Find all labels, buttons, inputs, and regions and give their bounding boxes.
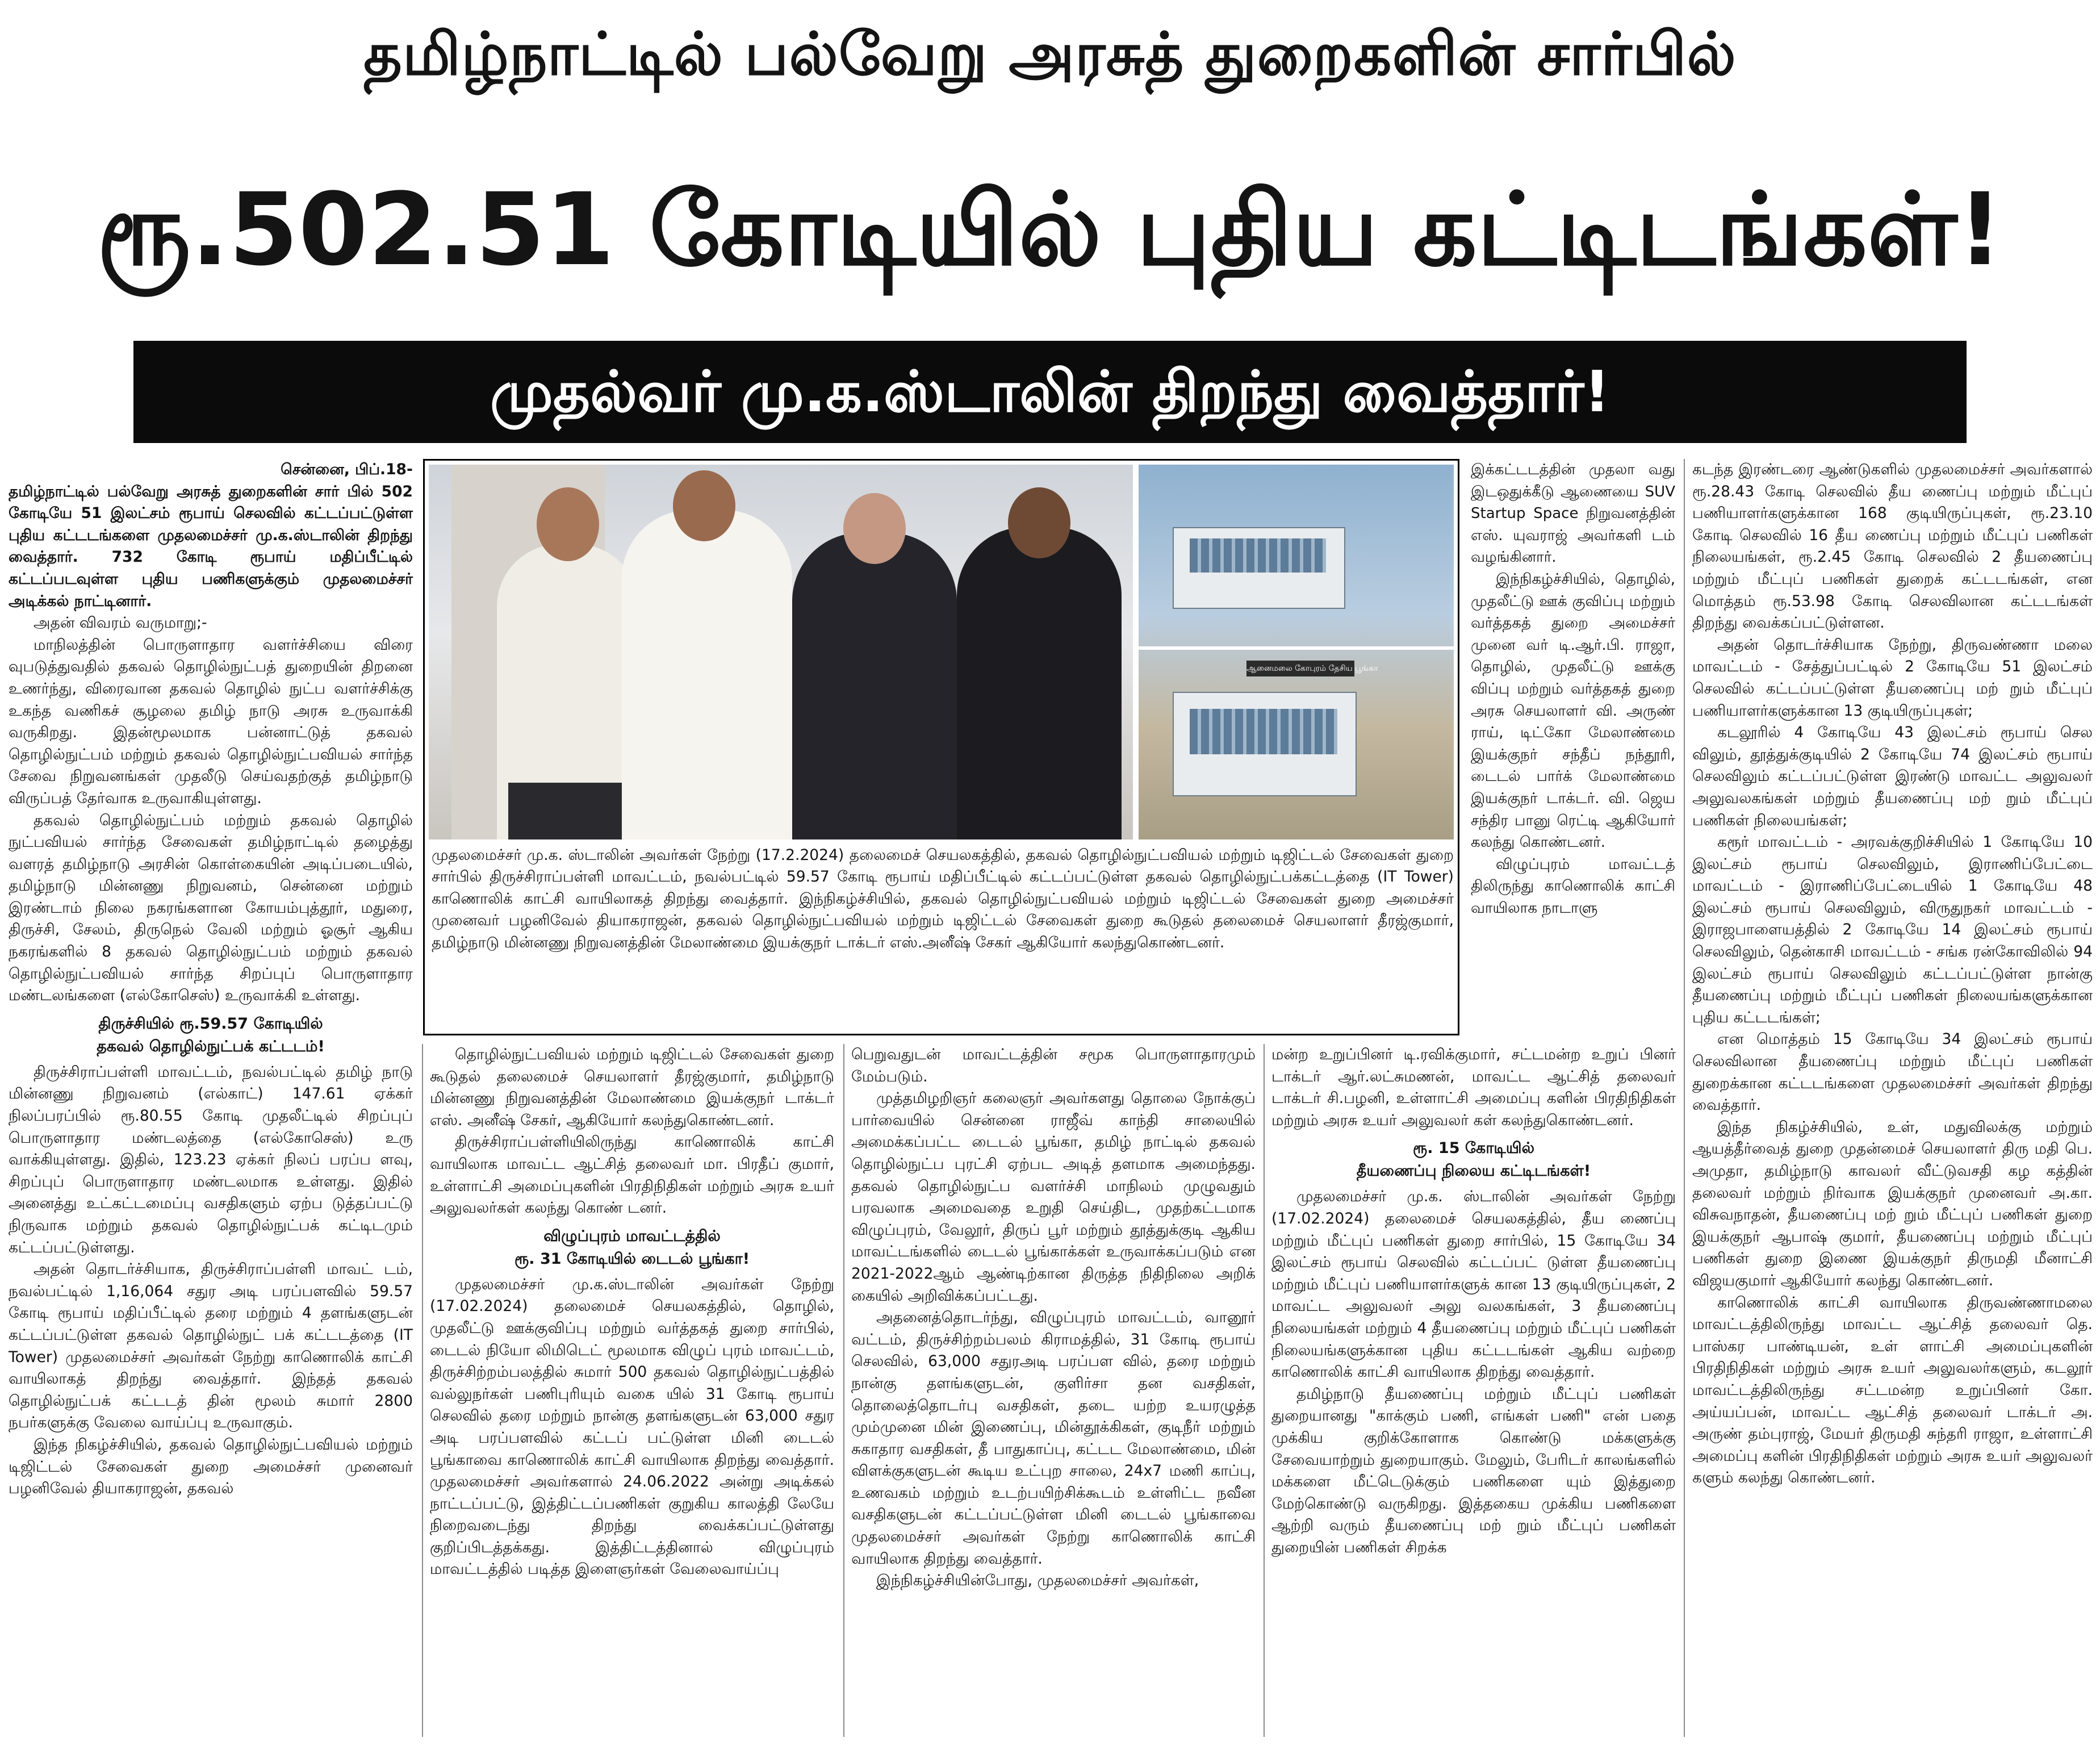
column-rule	[1264, 1044, 1265, 1737]
paragraph: இக்கட்டடத்தின் முதலா வது இடஒதுக்கீடு ஆணையை SUV Startup Space நிறுவனத்தின் எஸ். யுவராஜ் அவர்களி டம் வழங்கினார்.	[1471, 461, 1675, 566]
subheading-line: தீயணைப்பு நிலைய கட்டிடங்கள்!	[1356, 1162, 1591, 1180]
article-column-4-upper	[1471, 459, 1675, 1038]
paragraph: இந்த நிகழ்ச்சியில், தகவல் தொழில்நுட்பவியல் மற்றும் டிஜிட்டல் சேவைகள் துறை அமைச்சர் முனைவர் பழனிவேல் தியாகராஜன், தகவல்	[9, 1435, 413, 1498]
paragraph: முதலமைச்சர் மு.க. ஸ்டாலின் அவர்கள் நேற்று (17.02.2024) தலைமைச் செயலகத்தில், தீய ணைப்பு மற்றும் மீட்புப் பணிகள் துறை சார்பில், 15 கோடியே 34 இலட்சம் ரூபாய் செலவில் கட்டப்பட் டுள்ள தீயணைப்பு மற்றும் மீட்புப் பணியாளர்களுக் கான 13 குடியிருப்புகள், 2 மாவட்ட அலுவலர் அலு வலகங்கள், 3 தீயணைப்பு நிலையங்கள் மற்றும் 4 தீயணைப்பு மற்றும் மீட்புப் பணிகள் நிலையங்களுக்கான புதிய கட்டடங்கள் ஆகிய வற்றை காணொலிக் காட்சி வாயிலாக திறந்து வைத்தார்.	[1271, 1188, 1676, 1381]
subheading-line: தகவல் தொழில்நுட்பக் கட்டடம்!	[97, 1037, 325, 1055]
paragraph: அதனைத்தொடர்ந்து, விழுப்புரம் மாவட்டம், வானூர் வட்டம், திருச்சிற்றம்பலம் கிராமத்தில், 31 கோடி ரூபாய் செலவில், 63,000 சதுரஅடி பரப்பள வில், தரை மற்றும் நான்கு தளங்களுடன், குளிர்சா தன வசதிகள், தொலைத்தொடர்பு வசதிகள், தடை யற்ற உயரழுத்த மும்முனை மின் இணைப்பு, மின்தூக்கிகள், குடிநீர் மற்றும் சுகாதார வசதிகள், தீ பாதுகாப்பு, கட்டட மேலாண்மை, மின் விளக்குகளுடன் கூடிய உட்புற சாலை, 24x7 மணி காப்பு, உணவகம் மற்றும் உடற்பயிற்சிக்கூடம் உள்ளிட்ட நவீன வசதிகளுடன் கட்டப்பட்டுள்ள மினி டைடல் பூங்காவை முதலமைச்சர் அவர்கள் நேற்று காணொலிக் காட்சி வாயிலாக திறந்து வைத்தார்.	[851, 1309, 1256, 1568]
paragraph: என மொத்தம் 15 கோடியே 34 இலட்சம் ரூபாய் செலவிலான தீயணைப்பு மற்றும் மீட்புப் பணிகள் துறைக்கான கட்டடங்களை முதலமைச்சர் அவர்கள் திறந்து வைத்தார்.	[1692, 1030, 2093, 1114]
subheading	[1271, 1137, 1676, 1183]
person-head	[537, 487, 599, 561]
paragraph: முத்தமிழறிஞர் கலைஞர் அவர்களது தொலை நோக்குப் பார்வையில் சென்னை ராஜீவ் காந்தி சாலையில் அமைக்கப்பட்ட டைடல் பூங்கா, தமிழ் நாட்டில் தகவல் தொழில்நுட்ப புரட்சி ஏற்பட அடித் தளமாக அமைந்தது. தகவல் தொழில்நுட்ப வளர்ச்சி மாநிலம் முழுவதும் பரவலாக அமைவதை உறுதி செய்திட, முதற்கட்டமாக விழுப்புரம், வேலூர், திருப் பூர் மற்றும் தூத்துக்குடி ஆகிய மாவட்டங்களில் டைடல் பூங்காக்கள் உருவாக்கப்படும் என 2021-2022ஆம் ஆண்டிற்கான திருத்த நிதிநிலை அறிக் கையில் அறிவிக்கப்பட்டது.	[851, 1089, 1256, 1305]
paragraph: இந்நிகழ்ச்சியில், தொழில், முதலீட்டு ஊக் குவிப்பு மற்றும் வர்த்தகத் துறை அமைச்சர் முனை வர் டி.ஆர்.பி. ராஜா, தொழில், முதலீட்டு ஊக்கு விப்பு மற்றும் வர்த்தகத் துறை அரசு செயலாளர் வி. அருண் ராய், டிட்கோ மேலாண்மை இயக்குநர் சந்தீப் நந்தூரி, டைடல் பார்க் மேலாண்மை இயக்குநர் டாக்டர். வி. ஜெய சந்திர பானு ரெட்டி ஆகியோர் கலந்து கொண்டனர்.	[1471, 570, 1675, 851]
person-head	[673, 470, 735, 541]
article-column-4	[1271, 1044, 1676, 1738]
subheading-line: திருச்சியில் ரூ.59.57 கோடியில்	[98, 1014, 323, 1033]
road-sign: ஆனைமலை கோபுரம் தேசிய பூங்கா	[1246, 661, 1354, 676]
building-glass	[1190, 709, 1337, 754]
building-render-photo	[1139, 465, 1454, 839]
person-figure	[792, 533, 957, 839]
paragraph: விழுப்புரம் மாவட்டத் திலிருந்து காணொலிக் காட்சி வாயிலாக நாடாளு	[1471, 855, 1675, 917]
subheading-line: விழுப்புரம் மாவட்டத்தில்	[543, 1227, 721, 1245]
subheading-line: ரூ. 31 கோடியில் டைடல் பூங்கா!	[514, 1250, 750, 1268]
column-rule	[422, 1044, 423, 1737]
subheading	[430, 1225, 834, 1271]
paragraph: தொழில்நுட்பவியல் மற்றும் டிஜிட்டல் சேவைகள் துறை கூடுதல் தலைமைச் செயலாளர் தீரஜ்குமார், தமிழ்நாடு மின்னணு நிறுவனத்தின் மேலாண்மை இயக்குநர் டாக்டர் எஸ். அனீஷ் சேகர், ஆகியோர் கலந்துகொண்டனர்.	[430, 1046, 834, 1129]
paragraph: கடந்த இரண்டரை ஆண்டுகளில் முதலமைச்சர் அவர்களால் ரூ.28.43 கோடி செலவில் தீய ணைப்பு மற்றும் மீட்புப் பணியாளர்களுக்கான 168 குடியிருப்புகள், ரூ.23.10 கோடி செலவில் 16 தீய ணைப்பு மற்றும் மீட்புப் பணிகள் நிலையங்கள், ரூ.2.45 கோடி செலவில் 2 தீயணைப்பு மற்றும் மீட்புப் பணிகள் துறைக் கட்டடங்கள், என மொத்தம் ரூ.53.98 கோடி செலவிலான கட்டடங்கள் திறந்து வைக்கப்பட்டுள்ளன.	[1692, 461, 2093, 632]
person-figure	[622, 510, 792, 839]
lead-paragraph: தமிழ்நாட்டில் பல்வேறு அரசுத் துறைகளின் சார் பில் 502 கோடியே 51 இலட்சம் ரூபாய் செலவில் கட்டப்பட்டுள்ள புதிய கட்டடங்களை முதலமைச்சர் மு.க.ஸ்டாலின் திறந்து வைத்தார். 732 கோடி ரூபாய் மதிப்பீட்டில் கட்டப்படவுள்ள புதிய பணிகளுக்கும் முதலமைச்சர் அடிக்கல் நாட்டினார்.	[9, 482, 413, 610]
paragraph: திருச்சிராப்பள்ளியிலிருந்து காணொலிக் காட்சி வாயிலாக மாவட்ட ஆட்சித் தலைவர் மா. பிரதீப் குமார், உள்ளாட்சி அமைப்புகளின் பிரதிநிதிகள் மற்றும் அரசு உயர் அலுவலர்கள் கலந்து கொண் டனர்.	[430, 1133, 834, 1217]
article-column-1	[9, 459, 413, 1738]
building-glass	[1190, 538, 1326, 573]
paragraph: தகவல் தொழில்நுட்பம் மற்றும் தகவல் தொழில் நுட்பவியல் சார்ந்த சேவைகள் தமிழ்நாட்டில் தழைத்து வளரத் தமிழ்நாடு அரசின் கொள்கையின் அடிப்படையில், தமிழ்நாடு மின்னணு நிறுவனம், சென்னை மற்றும் இரண்டாம் நிலை நகரங்களான கோயம்புத்தூர், மதுரை, திருச்சி, சேலம், திருநெல் வேலி மற்றும் ஓசூர் ஆகிய நகரங்களில் 8 தகவல் தொழில்நுட்பம் மற்றும் தகவல் தொழில்நுட்பவியல் சார்ந்த சிறப்புப் பொருளாதார மண்டலங்களை (எல்கோசெஸ்) உருவாக்கி உள்ளது.	[9, 811, 413, 1005]
paragraph: தமிழ்நாடு தீயணைப்பு மற்றும் மீட்புப் பணிகள் துறையானது "காக்கும் பணி, எங்கள் பணி" என் பதை முக்கிய குறிக்கோளாக கொண்டு மக்களுக்கு சேவையாற்றும் துறையாகும். மேலும், பேரிடர் காலங்களில் மக்களை மீட்டெடுக்கும் பணிகளை யும் இத்துறை மேற்கொண்டு வருகிறது. இத்தகைய முக்கிய பணிகளை ஆற்றி வரும் தீயணைப்பு மற் றும் மீட்புப் பணிகள் துறையின் பணிகள் சிறக்க	[1271, 1385, 1676, 1556]
column-rule	[1684, 459, 1685, 1737]
paragraph: அதன் தொடர்ச்சியாக, திருச்சிராப்பள்ளி மாவட் டம், நவல்பட்டில் 1,16,064 சதுர அடி பரப்பளவில் 59.57 கோடி ரூபாய் மதிப்பீட்டில் தரை மற்றும் 4 தளங்களுடன் கட்டப்பட்டுள்ள தகவல் தொழில்நுட் பக் கட்டடத்தை (IT Tower) முதலமைச்சர் அவர்கள் நேற்று காணொலிக் காட்சி வாயிலாகத் திறந்து வைத்தார். இந்தத் தகவல் தொழில்நுட்பக் கட்டடத் தின் மூலம் சுமார் 2800 நபர்களுக்கு வேலை வாய்ப்பு உருவாகும்.	[9, 1260, 413, 1432]
paragraph: அதன் தொடர்ச்சியாக நேற்று, திருவண்ணா மலை மாவட்டம் - சேத்துப்பட்டில் 2 கோடியே 51 இலட்சம் செலவில் கட்டப்பட்டுள்ள தீயணைப்பு மற் றும் மீட்புப் பணியாளர்களுக்கான 13 குடியிருப்புகள்;	[1692, 636, 2093, 720]
paragraph: திருச்சிராப்பள்ளி மாவட்டம், நவல்பட்டில் தமிழ் நாடு மின்னணு நிறுவனம் (எல்காட்) 147.61 ஏக்கர் நிலப்பரப்பில் ரூ.80.55 கோடி முதலீட்டில் சிறப்புப் பொருளாதார மண்டலத்தை (எல்கோசெஸ்) உரு வாக்கியுள்ளது. இதில், 123.23 ஏக்கர் நிலப் பரப்ப ளவு, சிறப்புப் பொருளாதார மண்டலமாக உள்ளது. இதில் அனைத்து உட்கட்டமைப்பு வசதிகளும் ஏற்ப டுத்தப்பட்டு நிருவாக மற்றும் தகவல் தொழில்நுட்பக் கட்டிடமும் கட்டப்பட்டுள்ளது.	[9, 1063, 413, 1256]
article-column-3	[851, 1044, 1256, 1738]
column-rule	[843, 1044, 844, 1737]
person-figure-trousers	[508, 783, 628, 839]
headline-main: ரூ.502.51 கோடியில் புதிய கட்டிடங்கள்!	[97, 172, 2003, 288]
person-head	[1008, 487, 1070, 558]
photo-caption	[432, 845, 1454, 1032]
paragraph: இந்நிகழ்ச்சியின்போது, முதலமைச்சர் அவர்கள்,	[876, 1572, 1199, 1590]
paragraph: இந்த நிகழ்ச்சியில், உள், மதுவிலக்கு மற்றும் ஆயத்தீர்வைத் துறை முதன்மைச் செயலாளர் திரு மதி பெ. அமுதா, தமிழ்நாடு காவலர் வீட்டுவசதி கழ கத்தின் தலைவர் மற்றும் நிர்வாக இயக்குநர் முனைவர் அ.கா. விசுவநாதன், தீயணைப்பு மற் றும் மீட்புப் பணிகள் துறை இயக்குநர் ஆபாஷ் குமார், தீயணைப்பு மற்றும் மீட்புப் பணிகள் துறை இணை இயக்குநர் திருமதி மீனாட்சி விஜயகுமார் ஆகியோர் கலந்து கொண்டனர்.	[1692, 1118, 2093, 1289]
paragraph: மாநிலத்தின் பொருளாதார வளர்ச்சியை விரை வுபடுத்துவதில் தகவல் தொழில்நுட்பத் துறையின் திறனை உணர்ந்து, விரைவான தகவல் தொழில் நுட்ப வளர்ச்சிக்கு உகந்த வணிகச் சூழலை தமிழ் நாடு அரசு உருவாக்கி வருகிறது. இதன்மூலமாக பன்னாட்டுத் தகவல் தொழில்நுட்பம் மற்றும் தகவல் தொழில்நுட்பவியல் சார்ந்த சேவை நிறுவனங்கள் முதலீடு செய்வதற்குத் தமிழ்நாடு விருப்பத் தேர்வாக உருவாகியுள்ளது.	[9, 636, 413, 807]
article-column-5	[1692, 459, 2093, 1738]
subheading-line: ரூ. 15 கோடியில்	[1412, 1139, 1535, 1158]
paragraph: முதலமைச்சர் மு.க.ஸ்டாலின் அவர்கள் நேற்று (17.02.2024) தலைமைச் செயலகத்தில், தொழில், முதலீட்டு ஊக்குவிப்பு மற்றும் வர்த்தகத் துறை சார்பில், டைடல் நியோ லிமிடெட் மூலமாக விழுப் புரம் மாவட்டம், திருச்சிற்றம்பலத்தில் சுமார் 500 தகவல் தொழில்நுட்பத்தில் வல்லுநர்கள் பணிபுரியும் வகை யில் 31 கோடி ரூபாய் செலவில் தரை மற்றும் நான்கு தளங்களுடன் 63,000 சதுர அடி பரப்பளவில் கட்டப் பட்டுள்ள மினி டைடல் பூங்காவை காணொலிக் காட்சி வாயிலாக திறந்து வைத்தார். முதலமைச்சர் அவர்களால் 24.06.2022 அன்று அடிக்கல் நாட்டப்பட்டு, இத்திட்டப்பணிகள் குறுகிய காலத்தி லேயே நிறைவடைந்து திறந்து வைக்கப்பட்டுள்ளது குறிப்பிடத்தக்கது. இத்திட்டத்தினால் விழுப்புரம் மாவட்டத்தில் படித்த இளைஞர்கள் வேலைவாய்ப்பு	[430, 1275, 834, 1578]
paragraph: கரூர் மாவட்டம் - அரவக்குறிச்சியில் 1 கோடியே 10 இலட்சம் ரூபாய் செலவிலும், இராணிப்பேட்டை மாவட்டம் - இராணிப்பேட்டையில் 1 கோடியே 48 இலட்சம் ரூபாய் செலவிலும், விருதுநகர் மாவட்டம் - இராஜபாளையத்தில் 2 கோடியே 14 இலட்சம் ரூபாய் செலவிலும், தென்காசி மாவட்டம் - சங்க ரன்கோவிலில் 94 இலட்சம் ரூபாய் செலவிலும் கட்டப்பட்டுள்ள நான்கு தீயணைப்பு மற்றும் மீட்புப் பணிகள் நிலையங்களுக்கான புதிய கட்டடங்கள்;	[1692, 833, 2093, 1026]
subheading	[9, 1013, 413, 1058]
paragraph: கடலூரில் 4 கோடியே 43 இலட்சம் ரூபாய் செல விலும், தூத்துக்குடியில் 2 கோடியே 74 இலட்சம் ரூபாய் செலவிலும் கட்டப்பட்டுள்ள இரண்டு மாவட்ட அலுவலர் அலுவலகங்கள் மற்றும் தீயணைப்பு மற் றும் மீட்புப் பணிகள் நிலையங்கள்;	[1692, 724, 2093, 829]
paragraph: காணொலிக் காட்சி வாயிலாக திருவண்ணாமலை மாவட்டத்திலிருந்து மாவட்ட ஆட்சித் தலைவர் தெ. பாஸ்கர பாண்டியன், உள் ளாட்சி அமைப்புகளின் பிரதிநிதிகள் மற்றும் அரசு உயர் அலுவலர்களும், கடலூர் மாவட்டத்திலிருந்து சட்டமன்ற உறுப்பினர் கோ. அய்யப்பன், மாவட்ட ஆட்சித் தலைவர் டாக்டர் அ. அருண் தம்புராஜ், மேயர் திருமதி சுந்தரி ராஜா, உள்ளாட்சி அமைப்பு களின் பிரதிநிதிகள் மற்றும் அரசு உயர் அலுவலர் களும் கலந்து கொண்டனர்.	[1692, 1293, 2093, 1487]
paragraph: பெறுவதுடன் மாவட்டத்தின் சமூக பொருளாதாரமும் மேம்படும்.	[851, 1046, 1256, 1085]
person-head	[843, 493, 906, 564]
paragraph: மன்ற உறுப்பினர் டி.ரவிக்குமார், சட்டமன்ற உறுப் பினர் டாக்டர் ஆர்.லட்சுமணன், மாவட்ட ஆட்சித் தலைவர் டாக்டர் சி.பழனி, உள்ளாட்சி அமைப்பு களின் பிரதிநிதிகள் மற்றும் அரசு உயர் அலுவலர் கள் கலந்துகொண்டனர்.	[1271, 1046, 1676, 1129]
inauguration-photo	[429, 465, 1133, 839]
dateline: சென்னை, பிப்.18-	[281, 461, 413, 478]
article-column-2	[430, 1044, 834, 1738]
headline-kicker: தமிழ்நாட்டில் பல்வேறு அரசுத் துறைகளின் சார்பில்	[363, 19, 1737, 89]
headline-banner: முதல்வர் மு.க.ஸ்டாலின் திறந்து வைத்தார்!	[133, 341, 1967, 443]
paragraph: அதன் விவரம் வருமாறு;-	[34, 614, 207, 632]
caption-text: முதலமைச்சர் மு.க. ஸ்டாலின் அவர்கள் நேற்று (17.2.2024) தலைமைச் செயலகத்தில், தகவல் தொழில்நுட்பவியல் மற்றும் டிஜிட்டல் சேவைகள் துறை சார்பில் திருச்சிராப்பள்ளி மாவட்டம், நவல்பட்டில் 59.57 கோடி ரூபாய் மதிப்பீட்டில் கட்டப்பட்டுள்ள தகவல் தொழில்நுட்பக்கட்டத்தை (IT Tower) காணொலிக் காட்சி வாயிலாகத் திறந்து வைத்தார். இந்நிகழ்ச்சியில், தகவல் தொழில்நுட்பவியல் மற்றும் டிஜிட்டல் சேவைகள் துறை அமைச்சர் முனைவர் பழனிவேல் தியாகராஜன், தகவல் தொழில்நுட்பவியல் மற்றும் டிஜிட்டல் சேவைகள் துறை கூடுதல் தலைமைச் செயலாளர் தீரஜ்குமார், தமிழ்நாடு மின்னணு நிறுவனத்தின் மேலாண்மை இயக்குநர் டாக்டர் எஸ்.அனீஷ் சேகர் ஆகியோர் கலந்துகொண்டனர்.	[432, 846, 1454, 951]
person-figure	[957, 527, 1122, 839]
photo-divider	[1139, 646, 1454, 650]
